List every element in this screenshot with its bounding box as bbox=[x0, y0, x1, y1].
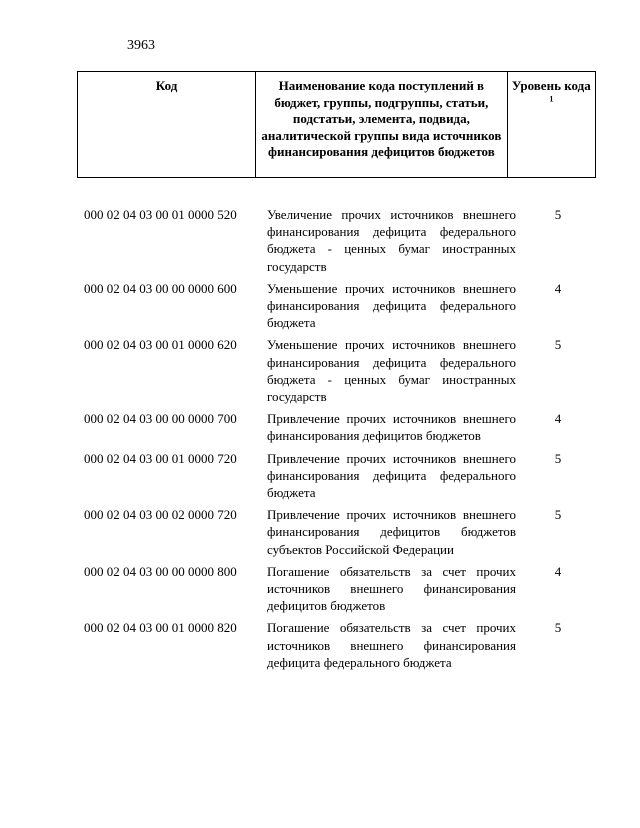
row-level: 4 bbox=[554, 411, 562, 427]
header-code-cell bbox=[78, 72, 256, 178]
row-level: 5 bbox=[554, 450, 562, 466]
header-level-cell bbox=[507, 72, 595, 178]
row-name: Погашение обязательств за счет прочих источников внешнего финансирования дефицита федерального бюджета bbox=[267, 620, 516, 670]
table-row bbox=[0, 410, 640, 449]
table-row bbox=[0, 563, 640, 620]
table-row bbox=[0, 506, 640, 563]
header-level-label: Уровень кода bbox=[511, 78, 591, 93]
row-level: 5 bbox=[554, 337, 562, 353]
row-code: 000 02 04 03 00 01 0000 520 bbox=[84, 207, 237, 222]
row-name: Привлечение прочих источников внешнего финансирования дефицита федерального бюджета bbox=[267, 450, 516, 501]
row-level: 4 bbox=[554, 280, 562, 296]
table-row bbox=[0, 280, 640, 337]
row-code: 000 02 04 03 00 00 0000 800 bbox=[84, 563, 237, 579]
row-code: 000 02 04 03 00 00 0000 600 bbox=[84, 280, 237, 296]
header-name-cell bbox=[256, 72, 508, 178]
table-row bbox=[0, 619, 640, 676]
row-code: 000 02 04 03 00 01 0000 720 bbox=[84, 450, 237, 466]
header-code-label: Код bbox=[155, 78, 178, 93]
row-code: 000 02 04 03 00 02 0000 720 bbox=[84, 507, 237, 523]
row-name: Уменьшение прочих источников внешнего финансирования дефицита федерального бюджета bbox=[267, 280, 516, 331]
page-number: 3963 bbox=[127, 38, 155, 53]
row-name: Привлечение прочих источников внешнего финансирования дефицитов бюджетов bbox=[267, 411, 516, 444]
row-name: Погашение обязательств за счет прочих источников внешнего финансирования дефицитов бюджетов bbox=[267, 563, 516, 614]
row-code: 000 02 04 03 00 01 0000 620 bbox=[84, 337, 237, 353]
row-level: 5 bbox=[554, 207, 562, 222]
table-row bbox=[0, 206, 640, 280]
header-level-footnote: 1 bbox=[549, 94, 554, 104]
table-body bbox=[0, 206, 640, 676]
row-level: 4 bbox=[554, 563, 562, 579]
row-level: 5 bbox=[554, 507, 562, 523]
row-code: 000 02 04 03 00 01 0000 820 bbox=[84, 620, 237, 636]
row-name: Привлечение прочих источников внешнего финансирования дефицитов бюджетов субъектов Российской Федерации bbox=[267, 507, 516, 557]
table-header bbox=[77, 71, 596, 178]
row-level: 5 bbox=[554, 620, 562, 636]
row-name: Уменьшение прочих источников внешнего финансирования дефицита федерального бюджета - ценных бумаг иностранных государств bbox=[267, 337, 516, 405]
row-code: 000 02 04 03 00 00 0000 700 bbox=[84, 411, 237, 427]
table-row bbox=[0, 336, 640, 410]
table-row bbox=[0, 450, 640, 507]
row-name: Увеличение прочих источников внешнего финансирования дефицита федерального бюджета - ценных бумаг иностранных государств bbox=[267, 207, 516, 274]
header-name-label: Наименование кода поступлений в бюджет, группы, подгруппы, статьи, подстатьи, элемента, подвида, аналитической группы вида источников финансирования дефицитов бюджетов bbox=[261, 78, 502, 159]
